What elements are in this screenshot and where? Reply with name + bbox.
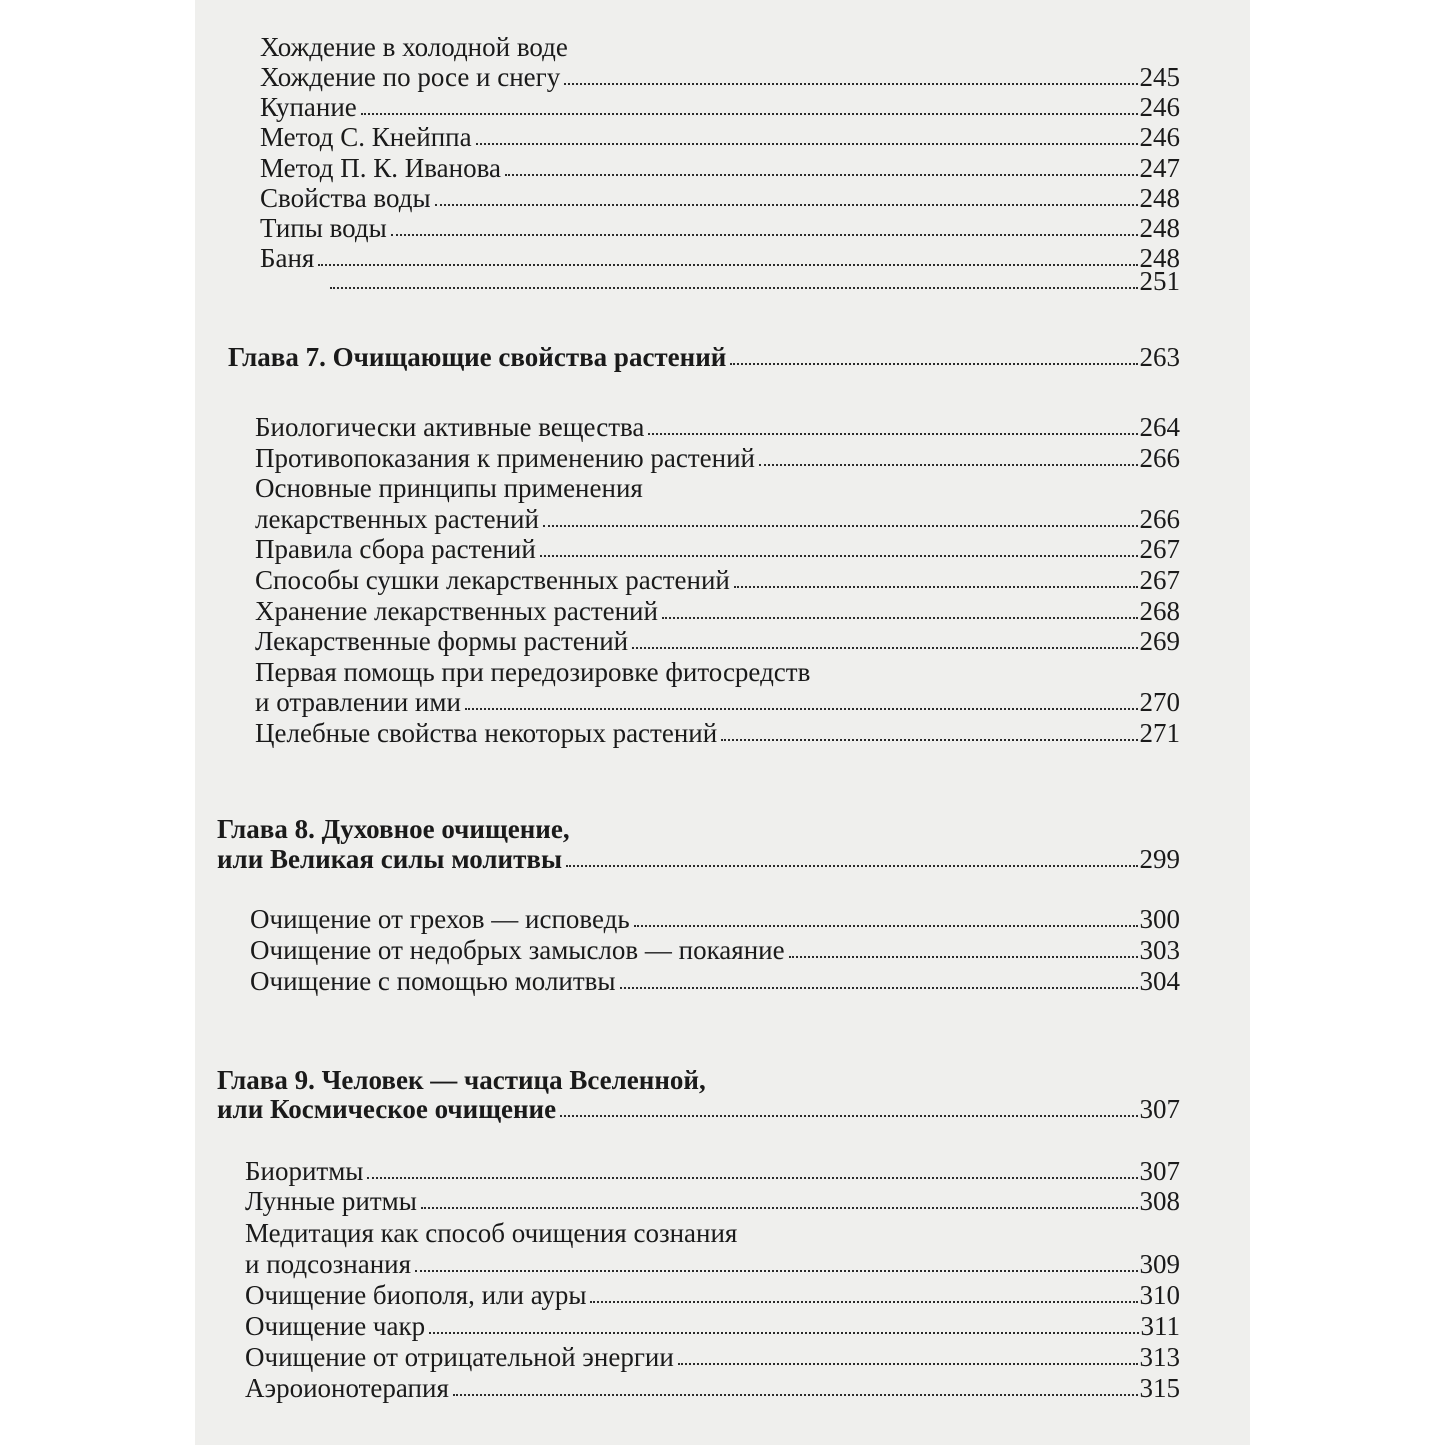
toc-entry-title: Метод П. К. Иванова	[260, 153, 501, 183]
toc-entry-title: Свойства воды	[260, 183, 431, 213]
dot-leader	[632, 647, 1137, 649]
chapter-page: 263	[1139, 342, 1180, 372]
toc-entry-page: 248	[1139, 243, 1180, 273]
chapter-title-line1: Глава 9. Человек — частица Вселенной,	[217, 1065, 706, 1095]
toc-entry-first-line	[255, 657, 810, 687]
dot-leader	[620, 987, 1138, 989]
toc-entry-title-line1: Медитация как способ очищения сознания	[245, 1218, 738, 1248]
toc-entry-page: 300	[1139, 904, 1180, 934]
toc-entry-page: 247	[1139, 153, 1180, 183]
toc-entry	[260, 266, 1180, 296]
chapter-page: 307	[1139, 1094, 1180, 1124]
toc-entry-title-line1: Первая помощь при передозировке фитосредств	[255, 657, 811, 687]
toc-entry-title: Аэроионотерапия	[245, 1373, 449, 1403]
toc-entry-page: 251	[1139, 266, 1180, 296]
dot-leader	[648, 433, 1137, 435]
toc-entry-page: 248	[1139, 213, 1180, 243]
dot-leader	[721, 739, 1137, 741]
dot-leader	[540, 555, 1138, 557]
chapter-title: Глава 7. Очищающие свойства растений	[228, 342, 727, 372]
toc-entry	[250, 966, 1180, 996]
toc-entry	[255, 504, 1180, 534]
toc-entry-page: 246	[1139, 92, 1180, 122]
toc-entry	[255, 596, 1180, 626]
toc-entry-title: Целебные свойства некоторых растений	[255, 718, 718, 748]
toc-entry-title: Типы воды	[260, 213, 387, 243]
toc-entry-title: Способы сушки лекарственных растений	[255, 565, 730, 595]
chapter-page: 299	[1139, 844, 1180, 874]
dot-leader	[759, 464, 1137, 466]
toc-entry	[250, 904, 1180, 934]
dot-leader	[678, 1363, 1138, 1365]
toc-entry-page: 270	[1139, 687, 1180, 717]
dot-leader	[421, 1207, 1138, 1209]
toc-entry-title: лекарственных растений	[255, 504, 539, 534]
toc-entry-first-line	[245, 1218, 737, 1248]
dot-leader	[590, 1301, 1137, 1303]
toc-entry	[245, 1311, 1180, 1341]
toc-entry-title: Биоритмы	[245, 1156, 364, 1186]
toc-entry	[250, 935, 1180, 965]
toc-entry-page: 310	[1139, 1280, 1180, 1310]
toc-entry	[255, 687, 1180, 717]
toc-entry	[245, 1342, 1180, 1372]
dot-leader	[560, 1115, 1137, 1117]
toc-entry-title: Биологически активные вещества	[255, 412, 645, 442]
chapter-title: или Великая силы молитвы	[217, 844, 563, 874]
toc-entry-page: 264	[1139, 412, 1180, 442]
toc-entry-page: 245	[1139, 62, 1180, 92]
toc-entry-page: 307	[1139, 1156, 1180, 1186]
chapter-heading-first-line	[217, 1065, 706, 1095]
toc-entry-title: и подсознания	[245, 1249, 412, 1279]
dot-leader	[734, 586, 1138, 588]
dot-leader	[505, 174, 1138, 176]
toc-entry-title: Хождение по росе и снегу	[260, 62, 561, 92]
toc-entry	[245, 1373, 1180, 1403]
chapter-heading-first-line	[217, 814, 570, 844]
toc-entry	[245, 1249, 1180, 1279]
toc-entry-title: и отравлении ими	[255, 687, 461, 717]
toc-entry-title: Хранение лекарственных растений	[255, 596, 658, 626]
dot-leader	[453, 1394, 1138, 1396]
toc-entry	[260, 122, 1180, 152]
toc-entry-title: Лунные ритмы	[245, 1186, 417, 1216]
toc-entry	[255, 412, 1180, 442]
dot-leader	[662, 617, 1138, 619]
toc-entry	[260, 32, 1180, 62]
toc-entry-title: Противопоказания к применению растений	[255, 443, 756, 473]
toc-entry-page: 267	[1139, 534, 1180, 564]
toc-entry-page: 313	[1139, 1342, 1180, 1372]
toc-entry-title: Очищение с помощью молитвы	[250, 966, 616, 996]
book-page	[195, 0, 1250, 1445]
toc-entry	[245, 1186, 1180, 1216]
toc-entry-page: 271	[1139, 718, 1180, 748]
toc-entry-first-line	[255, 473, 643, 503]
toc-entry	[245, 1156, 1180, 1186]
dot-leader	[330, 287, 1138, 289]
toc-entry-title: Правила сбора растений	[255, 534, 536, 564]
toc-entry-title: Лекарственные формы растений	[255, 626, 629, 656]
dot-leader	[361, 113, 1138, 115]
dot-leader	[415, 1270, 1137, 1272]
toc-entry-page: 266	[1139, 504, 1180, 534]
chapter-heading	[217, 844, 1180, 874]
toc-entry-title: Очищение чакр	[245, 1311, 426, 1341]
toc-entry	[260, 183, 1180, 213]
toc-entry	[260, 92, 1180, 122]
toc-entry	[260, 62, 1180, 92]
toc-entry-page: 266	[1139, 443, 1180, 473]
toc-entry-page: 308	[1139, 1186, 1180, 1216]
toc-entry-title: Метод С. Кнейппа	[260, 122, 472, 152]
toc-entry-title: Купание	[260, 92, 357, 122]
toc-entry-page: 248	[1139, 183, 1180, 213]
toc-entry-title: Очищение от недобрых замыслов — покаяние	[250, 935, 785, 965]
toc-entry-page: 269	[1139, 626, 1180, 656]
toc-entry	[255, 626, 1180, 656]
toc-entry	[255, 718, 1180, 748]
toc-entry-title: Хождение в холодной воде	[260, 32, 568, 62]
dot-leader	[634, 925, 1138, 927]
toc-entry-page: 268	[1139, 596, 1180, 626]
toc-entry	[260, 153, 1180, 183]
dot-leader	[730, 363, 1137, 365]
toc-entry-page: 304	[1139, 966, 1180, 996]
toc-entry	[255, 534, 1180, 564]
dot-leader	[789, 956, 1138, 958]
chapter-title: или Космическое очищение	[217, 1094, 557, 1124]
toc-entry-title: Баня	[260, 243, 315, 273]
dot-leader	[543, 525, 1138, 527]
toc-entry-title: Очищение биополя, или ауры	[245, 1280, 587, 1310]
toc-entry	[245, 1280, 1180, 1310]
toc-entry-page: 303	[1139, 935, 1180, 965]
chapter-title-line1: Глава 8. Духовное очищение,	[217, 814, 570, 844]
toc-entry-page: 309	[1139, 1249, 1180, 1279]
chapter-heading	[217, 1094, 1180, 1124]
dot-leader	[391, 234, 1138, 236]
toc-entry-page: 246	[1139, 122, 1180, 152]
dot-leader	[566, 865, 1137, 867]
dot-leader	[435, 204, 1138, 206]
toc-entry-title-line1: Основные принципы применения	[255, 473, 643, 503]
toc-entry-title: Очищение от грехов — исповедь	[250, 904, 630, 934]
toc-entry-title: Очищение от отрицательной энергии	[245, 1342, 674, 1372]
toc-entry	[260, 213, 1180, 243]
toc-entry	[255, 565, 1180, 595]
toc-entry-page: 315	[1139, 1373, 1180, 1403]
chapter-heading	[228, 342, 1180, 372]
dot-leader	[564, 83, 1137, 85]
toc-entry	[255, 443, 1180, 473]
dot-leader	[476, 143, 1138, 145]
toc-entry-page: 267	[1139, 565, 1180, 595]
dot-leader	[367, 1177, 1137, 1179]
dot-leader	[429, 1332, 1138, 1334]
toc-entry-page: 311	[1140, 1311, 1180, 1341]
dot-leader	[465, 708, 1138, 710]
